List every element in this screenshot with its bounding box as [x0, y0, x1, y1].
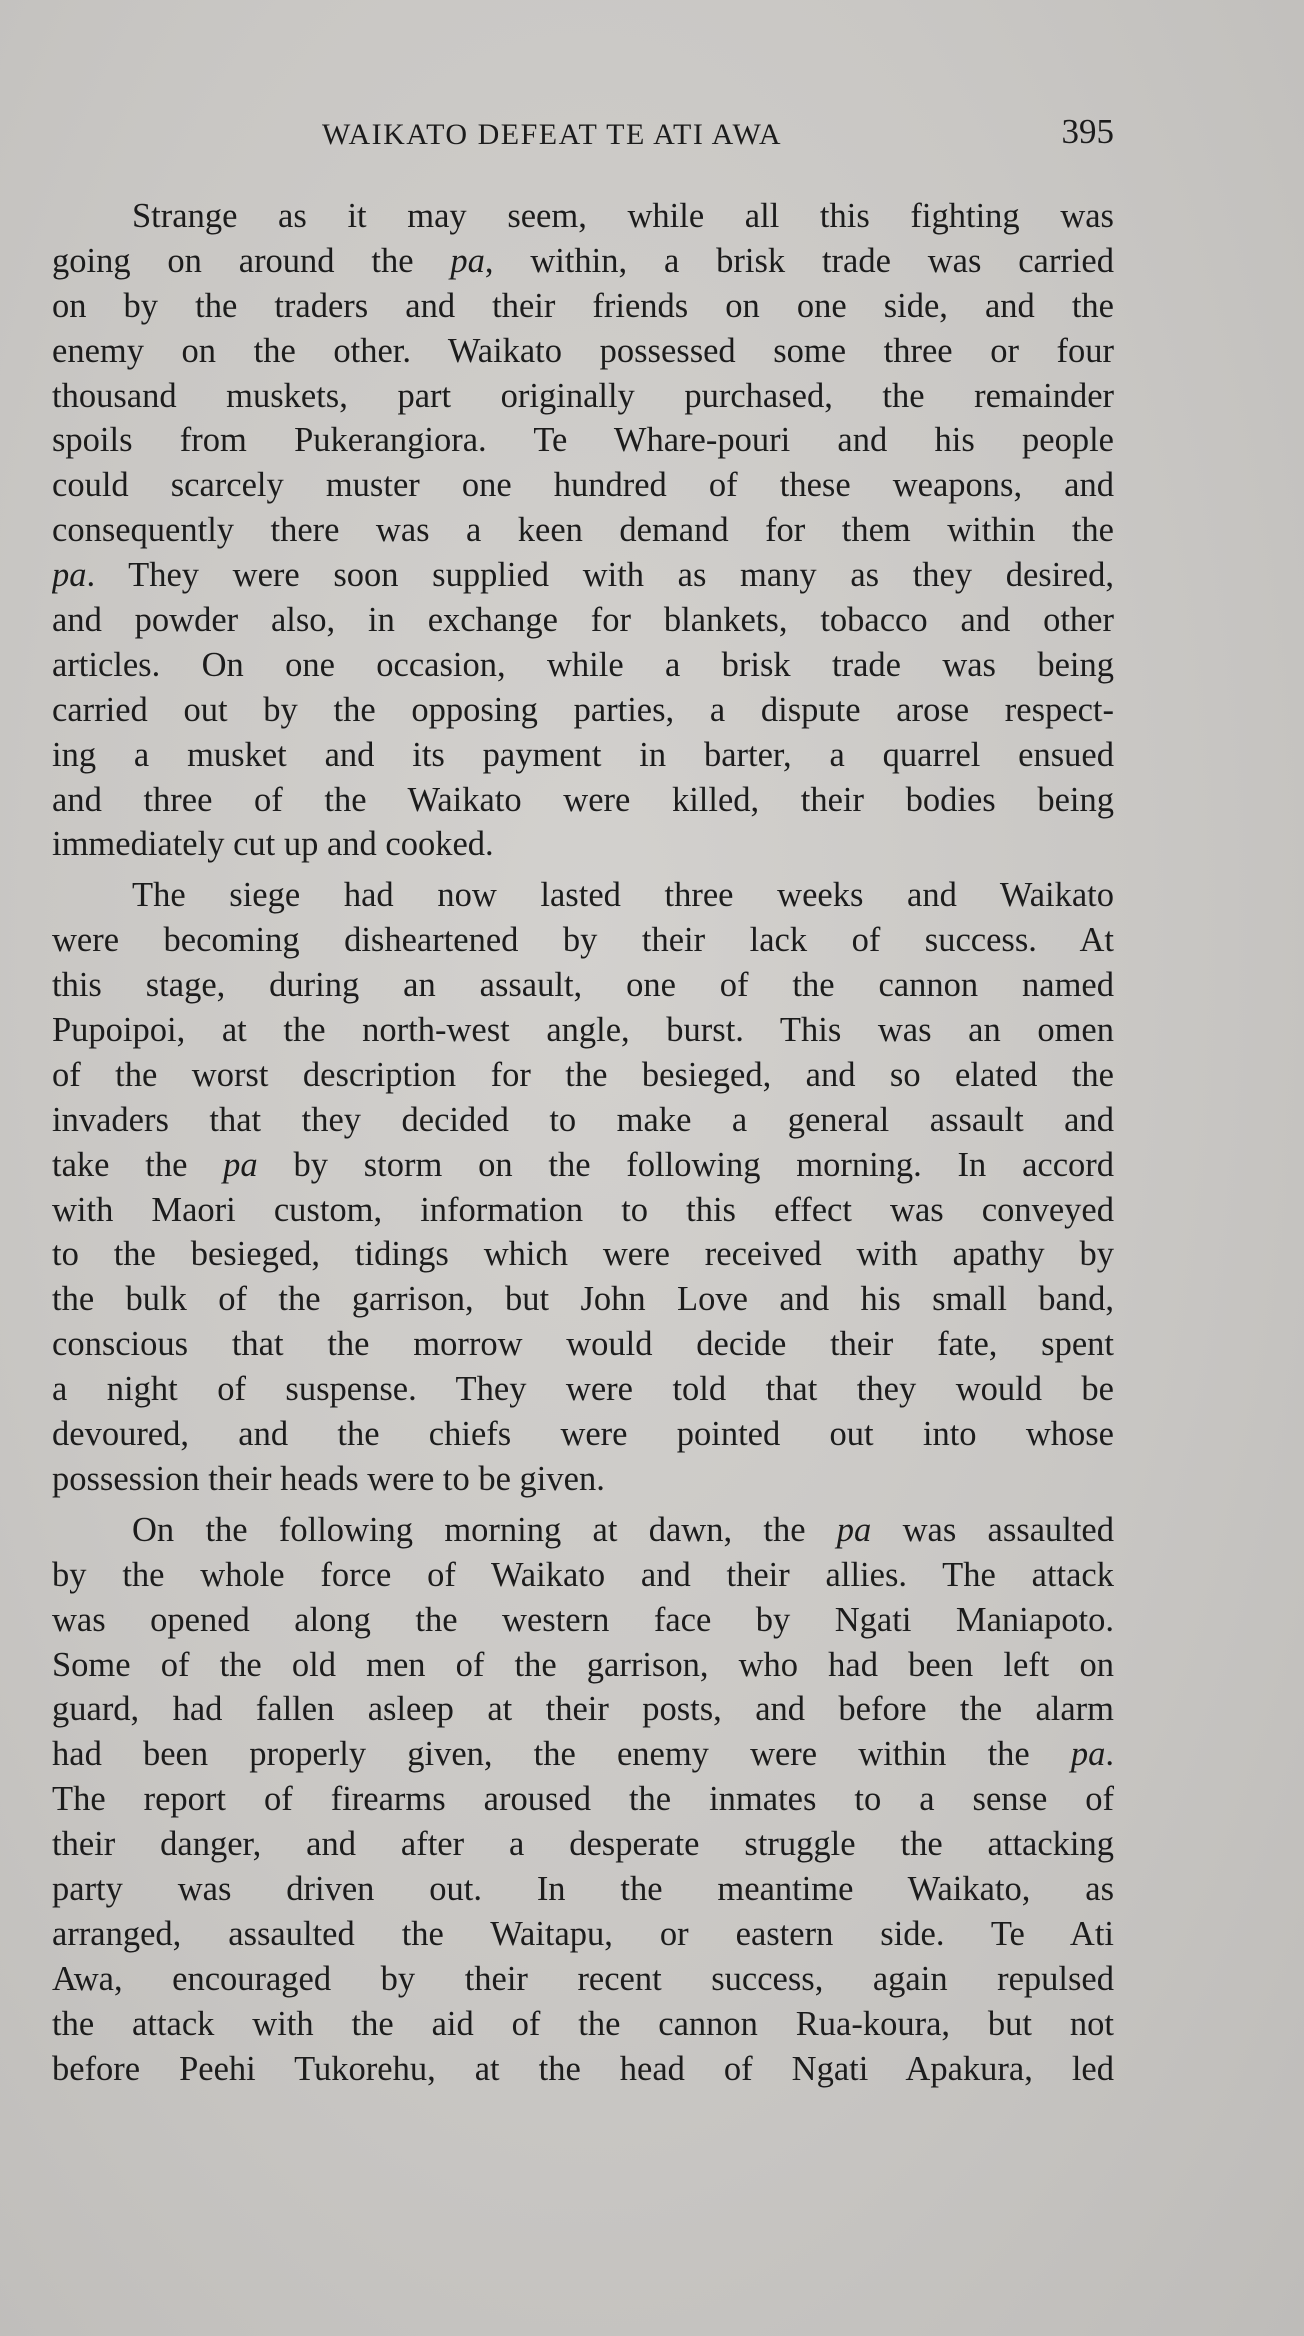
text-line: The report of firearms aroused the inmates to a sense of: [52, 1780, 1114, 1819]
text-line: the bulk of the garrison, but John Love and his small band,: [52, 1280, 1114, 1319]
text-line: this stage, during an assault, one of the cannon named: [52, 966, 1114, 1005]
text-line: Awa, encouraged by their recent success, again repulsed: [52, 1959, 1114, 1998]
text-line: and powder also, in exchange for blankets, tobacco and other: [52, 601, 1114, 640]
page-number: 395: [1061, 112, 1114, 151]
text-line: on by the traders and their friends on one side, and the: [52, 286, 1114, 325]
text-line: arranged, assaulted the Waitapu, or eastern side. Te Ati: [52, 1914, 1114, 1953]
text-line: devoured, and the chiefs were pointed out into whose: [52, 1415, 1114, 1454]
running-title: WAIKATO DEFEAT TE ATI AWA: [322, 118, 783, 151]
text-line: ing a musket and its payment in barter, a quarrel ensued: [52, 735, 1114, 774]
text-line: before Peehi Tukorehu, at the head of Ngati Apakura, led: [52, 2049, 1114, 2088]
text-line: articles. On one occasion, while a brisk trade was being: [52, 645, 1114, 684]
text-line: had been properly given, the enemy were within the pa.: [52, 1735, 1114, 1774]
text-line: take the pa by storm on the following morning. In accord: [52, 1145, 1114, 1184]
text-line: On the following morning at dawn, the pa was assaulted: [132, 1510, 1114, 1549]
text-line: enemy on the other. Waikato possessed some three or four: [52, 331, 1114, 370]
text-line: conscious that the morrow would decide their fate, spent: [52, 1325, 1114, 1364]
text-line: party was driven out. In the meantime Waikato, as: [52, 1869, 1114, 1908]
text-line: guard, had fallen asleep at their posts, and before the alarm: [52, 1690, 1114, 1729]
text-line: was opened along the western face by Ngati Maniapoto.: [52, 1600, 1114, 1639]
text-line: spoils from Pukerangiora. Te Whare-pouri and his people: [52, 421, 1114, 460]
text-line: invaders that they decided to make a general assault and: [52, 1100, 1114, 1139]
text-line: Some of the old men of the garrison, who had been left on: [52, 1645, 1114, 1684]
text-line: thousand muskets, part originally purchased, the remainder: [52, 376, 1114, 415]
text-line: their danger, and after a desperate struggle the attacking: [52, 1825, 1114, 1864]
text-line: with Maori custom, information to this effect was conveyed: [52, 1190, 1114, 1229]
text-line: The siege had now lasted three weeks and Waikato: [132, 876, 1114, 915]
running-head: [52, 112, 1114, 162]
text-line: possession their heads were to be given.: [52, 1459, 605, 1498]
text-line: a night of suspense. They were told that they would be: [52, 1370, 1114, 1409]
text-line: by the whole force of Waikato and their allies. The attack: [52, 1555, 1114, 1594]
text-line: immediately cut up and cooked.: [52, 825, 494, 864]
body-text: [52, 194, 1114, 2091]
text-line: to the besieged, tidings which were received with apathy by: [52, 1235, 1114, 1274]
text-line: consequently there was a keen demand for them within the: [52, 511, 1114, 550]
text-line: were becoming disheartened by their lack of success. At: [52, 921, 1114, 960]
text-line: Pupoipoi, at the north-west angle, burst. This was an omen: [52, 1011, 1114, 1050]
text-line: the attack with the aid of the cannon Rua-koura, but not: [52, 2004, 1114, 2043]
text-line: pa. They were soon supplied with as many as they desired,: [52, 556, 1114, 595]
text-line: Strange as it may seem, while all this fighting was: [132, 197, 1114, 235]
text-line: and three of the Waikato were killed, their bodies being: [52, 780, 1114, 819]
text-line: going on around the pa, within, a brisk trade was carried: [52, 241, 1114, 280]
text-line: of the worst description for the besieged, and so elated the: [52, 1055, 1114, 1094]
text-line: could scarcely muster one hundred of these weapons, and: [52, 466, 1114, 505]
text-line: carried out by the opposing parties, a dispute arose respect-: [52, 690, 1114, 729]
